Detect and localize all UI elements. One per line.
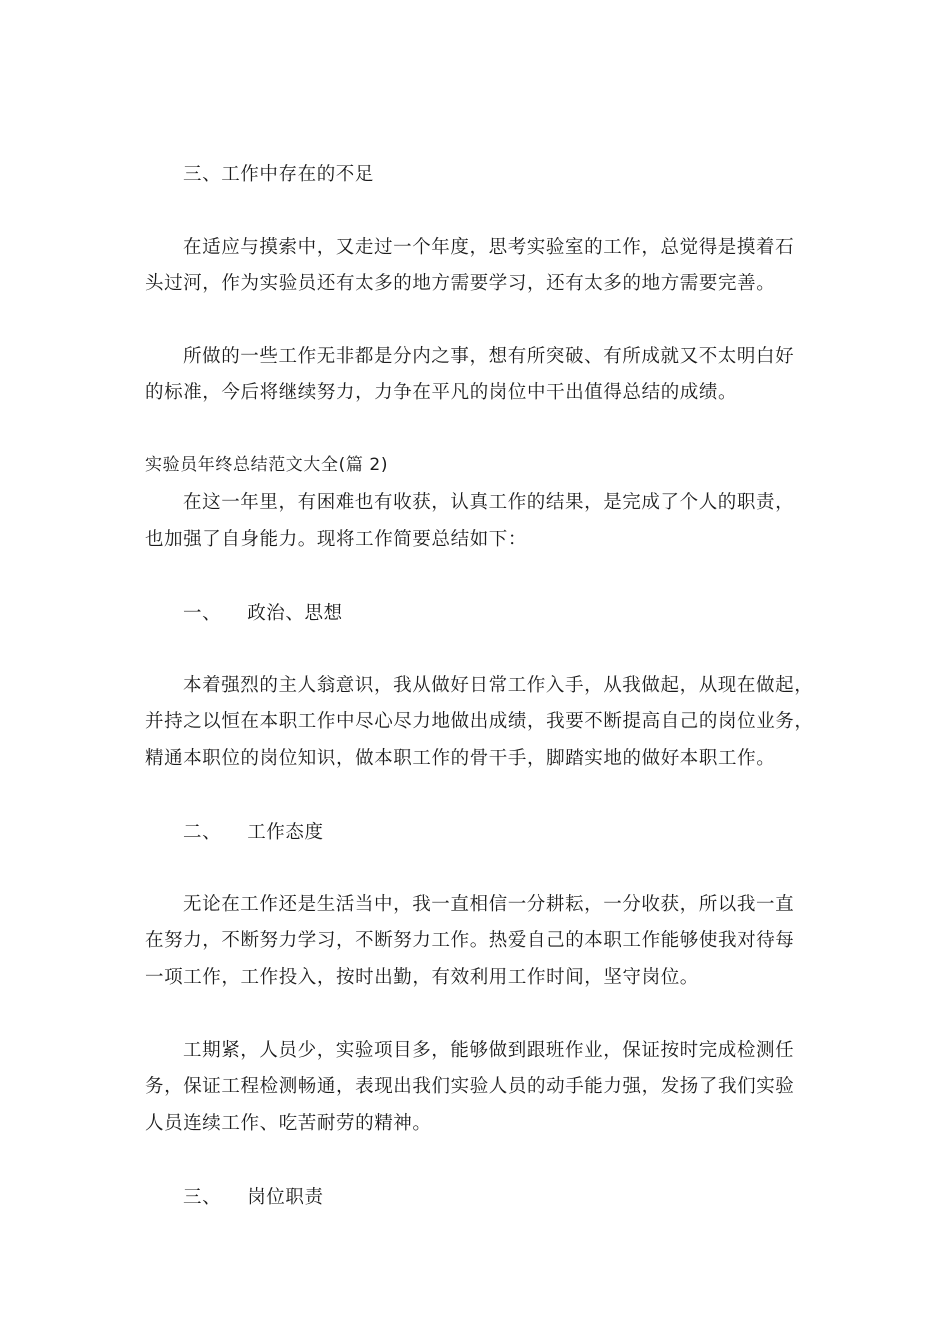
- article-title: 实验员年终总结范文大全(篇 2): [145, 455, 389, 475]
- paragraph-line: 并持之以恒在本职工作中尽心尽力地做出成绩，我要不断提高自己的岗位业务，: [145, 711, 814, 732]
- paragraph-line: 无论在工作还是生活当中，我一直相信一分耕耘，一分收获，所以我一直: [183, 894, 795, 915]
- section-number: 二、: [183, 822, 222, 843]
- paragraph-line: 也加强了自身能力。现将工作简要总结如下：: [145, 529, 528, 550]
- paragraph-line: 在这一年里，有困难也有收获，认真工作的结果，是完成了个人的职责，: [183, 492, 795, 513]
- section-title: 政治、思想: [247, 603, 343, 624]
- paragraph-line: 所做的一些工作无非都是分内之事，想有所突破、有所成就又不太明白好: [183, 346, 795, 367]
- section-number: 三、: [183, 1187, 222, 1208]
- paragraph-line: 在适应与摸索中，又走过一个年度，思考实验室的工作，总觉得是摸着石: [183, 237, 795, 258]
- section-heading-politics: [183, 601, 343, 627]
- paragraph-line: 本着强烈的主人翁意识，我从做好日常工作入手，从我做起，从现在做起，: [183, 675, 814, 696]
- paragraph-line: 工期紧，人员少，实验项目多，能够做到跟班作业，保证按时完成检测任: [183, 1040, 795, 1061]
- paragraph-line: 务，保证工程检测畅通，表现出我们实验人员的动手能力强，发扬了我们实验: [145, 1076, 795, 1097]
- paragraph-line: 精通本职位的岗位知识，做本职工作的骨干手，脚踏实地的做好本职工作。: [145, 748, 776, 769]
- section-title: 岗位职责: [247, 1187, 324, 1208]
- paragraph-line: 在努力，不断努力学习，不断努力工作。热爱自己的本职工作能够使我对待每: [145, 930, 795, 951]
- section-heading-attitude: [183, 820, 324, 846]
- section-heading-duties: [183, 1185, 324, 1211]
- paragraph-line: 的标准，今后将继续努力，力争在平凡的岗位中干出值得总结的成绩。: [145, 382, 738, 403]
- paragraph-line: 一项工作，工作投入，按时出勤，有效利用工作时间，坚守岗位。: [145, 967, 699, 988]
- paragraph-line: 头过河，作为实验员还有太多的地方需要学习，还有太多的地方需要完善。: [145, 273, 776, 294]
- section-number: 一、: [183, 603, 222, 624]
- paragraph-line: 人员连续工作、吃苦耐劳的精神。: [145, 1113, 432, 1134]
- section-heading-shortcomings: 三、工作中存在的不足: [183, 164, 375, 185]
- section-title: 工作态度: [247, 822, 324, 843]
